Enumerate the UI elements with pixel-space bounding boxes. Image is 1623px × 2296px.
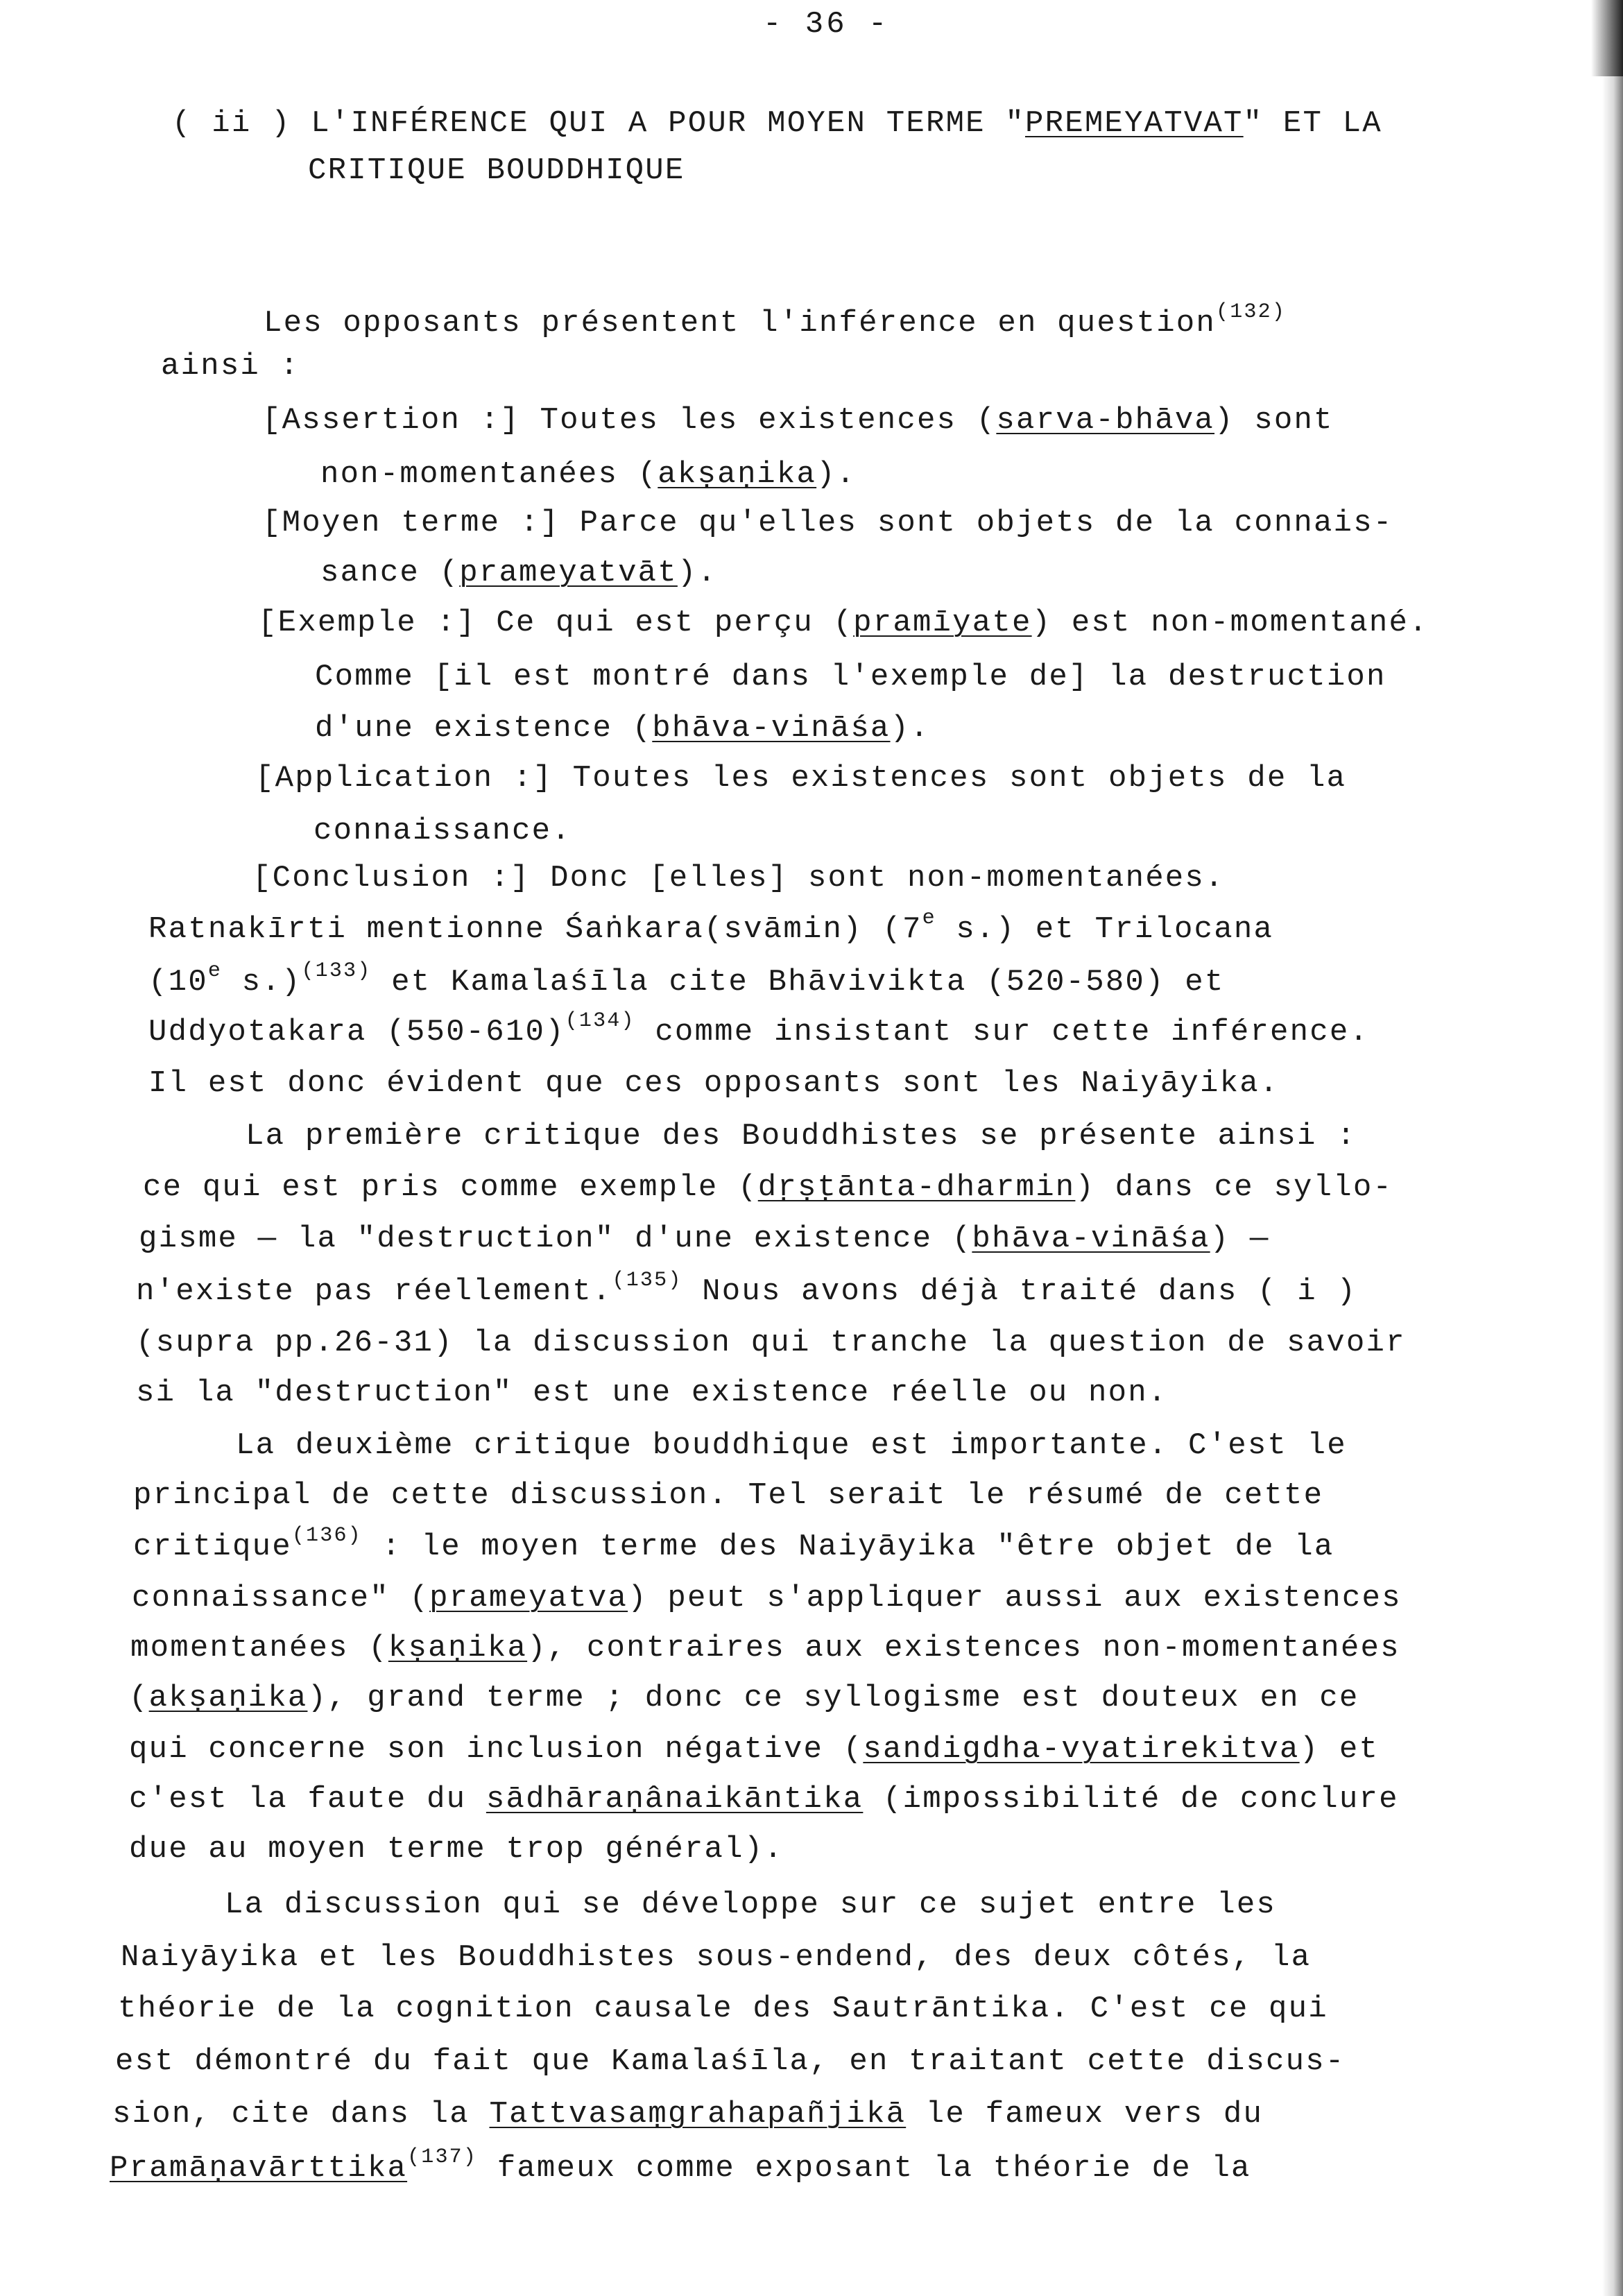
assertion-line (262, 402, 1334, 438)
p2-line-6: si la "destruction" est une existence réelle ou non. (136, 1376, 1168, 1410)
p1-century-sup: e (922, 907, 936, 930)
p1-text-3a: Uddyotakara (550-610) (148, 1015, 565, 1050)
footnote-ref-137: (137) (407, 2145, 478, 2169)
footnote-ref-135: (135) (612, 1269, 682, 1292)
middle-term-text: Parce qu'elles sont objets de la connais- (560, 506, 1393, 540)
p4-line-6 (110, 2145, 1251, 2186)
p3-text-5a: momentanées ( (130, 1631, 388, 1665)
conclusion-line (252, 860, 1225, 896)
example-term: pramīyate (853, 606, 1032, 640)
p3-text-6a: ( (129, 1681, 149, 1715)
p4-text-5a: sion, cite dans la (112, 2097, 490, 2132)
p2-line-2 (143, 1170, 1393, 1206)
p3-line-2: principal de cette discussion. Tel serait le résumé de cette (133, 1478, 1324, 1513)
p3-text-4b: ) peut s'appliquer aussi aux existences (628, 1581, 1402, 1616)
example-line (258, 605, 1429, 641)
scan-edge-shadow (1602, 0, 1623, 2296)
p1-text-1: Ratnakīrti mentionne Śaṅkara(svāmin) (7 (148, 912, 922, 947)
p2-text-4b: Nous avons déjà traité dans ( i ) (682, 1274, 1357, 1309)
example-line-3 (315, 710, 930, 746)
page-number: - 36 - (763, 7, 890, 42)
assertion-label: [Assertion :] (262, 403, 520, 438)
p3-term-2: kṣaṇika (388, 1631, 528, 1665)
p1-century-sup-2: e (207, 959, 223, 983)
p4-line-1: La discussion qui se développe sur ce sujet entre les (225, 1887, 1277, 1922)
p3-text-7b: ) et (1299, 1732, 1380, 1767)
example-end: ) est non-momentané. (1031, 606, 1429, 640)
section-title-line2: CRITIQUE BOUDDHIQUE (308, 153, 685, 188)
p2-text-4a: n'existe pas réellement. (136, 1274, 612, 1309)
p2-line-4 (136, 1269, 1357, 1310)
example-end-3: ). (890, 711, 930, 746)
p3-line-6 (129, 1680, 1359, 1716)
p3-line-8 (129, 1781, 1399, 1817)
conclusion-label: [Conclusion :] (252, 861, 531, 896)
example-text: Ce qui est perçu ( (476, 606, 854, 640)
p1-text-2c: et Kamalaśīla cite Bhāvivikta (520-580) et (371, 965, 1225, 1000)
p2-term-2: bhāva-vināśa (972, 1222, 1210, 1256)
p1-text-1b: s.) et Trilocana (936, 912, 1274, 947)
p2-text-3b: ) — (1210, 1222, 1270, 1256)
p1-line-4: Il est donc évident que ces opposants sont les Naiyāyika. (148, 1066, 1280, 1101)
p4-term-1: Tattvasaṃgrahapañjikā (489, 2097, 907, 2132)
footnote-ref-132: (132) (1216, 300, 1287, 324)
middle-term-line (262, 505, 1393, 541)
middle-term-end: ). (677, 556, 718, 590)
p2-text-2b: ) dans ce syllo- (1075, 1170, 1393, 1205)
p3-term-4: sandigdha-vyatirekitva (863, 1732, 1300, 1767)
p2-line-1: La première critique des Bouddhistes se présente ainsi : (246, 1119, 1357, 1154)
p4-line-5 (112, 2096, 1263, 2132)
assertion-term-2: akṣaṇika (658, 457, 817, 492)
section-title-suffix: " ET LA (1243, 106, 1382, 141)
p3-line-1: La deuxième critique bouddhique est importante. C'est le (236, 1428, 1347, 1463)
p1-line-1 (148, 907, 1274, 948)
p4-line-4: est démontré du fait que Kamalaśīla, en traitant cette discus- (115, 2044, 1346, 2079)
p1-line-3 (148, 1009, 1370, 1050)
assertion-term: sarva-bhāva (996, 403, 1215, 438)
p3-term-5: sādhāraṇânaikāntika (486, 1782, 864, 1817)
p4-line-2: Naiyāyika et les Bouddhistes sous-endend, des deux côtés, la (121, 1940, 1312, 1975)
scan-edge-mark (1591, 0, 1623, 76)
application-text: Toutes les existences sont objets de la (553, 761, 1347, 796)
section-title-term: PREMEYATVAT (1025, 106, 1244, 141)
p3-line-5 (130, 1630, 1400, 1666)
middle-term-label: [Moyen terme :] (262, 506, 560, 540)
p4-text-5b: le fameux vers du (906, 2097, 1264, 2132)
p3-text-7a: qui concerne son inclusion négative ( (129, 1732, 864, 1767)
example-label: [Exemple :] (258, 606, 476, 640)
example-line-2: Comme [il est montré dans l'exemple de] la destruction (315, 660, 1386, 694)
middle-term-text-2: sance ( (320, 556, 460, 590)
p2-text-2a: ce qui est pris comme exemple ( (143, 1170, 758, 1205)
p3-text-4a: connaissance" ( (132, 1581, 430, 1616)
p3-term-3: akṣaṇika (148, 1681, 308, 1715)
intro-line-1 (264, 300, 1287, 341)
assertion-end: ) sont (1214, 403, 1334, 438)
p3-line-4 (132, 1580, 1402, 1616)
p3-text-3b: : le moyen terme des Naiyāyika "être objet de la (361, 1530, 1334, 1564)
p3-text-3a: critique (133, 1530, 292, 1564)
middle-term-line-2 (320, 555, 717, 591)
p3-text-8a: c'est la faute du (129, 1782, 486, 1817)
p3-text-8b: (impossibilité de conclure (863, 1782, 1399, 1817)
p3-line-3 (133, 1524, 1334, 1565)
p1-text-3b: comme insistant sur cette inférence. (635, 1015, 1370, 1050)
p1-text-2a: (10 (148, 965, 208, 1000)
assertion-end-2: ). (816, 457, 857, 492)
p2-line-5: (supra pp.26-31) la discussion qui tranche la question de savoir (136, 1326, 1406, 1360)
section-title (172, 105, 1382, 142)
example-term-2: bhāva-vināśa (652, 711, 891, 746)
footnote-ref-133: (133) (301, 959, 372, 983)
assertion-text: Toutes les existences ( (519, 403, 997, 438)
example-text-3: d'une existence ( (315, 711, 653, 746)
footnote-ref-136: (136) (291, 1524, 362, 1548)
p3-term-1: prameyatva (429, 1581, 628, 1616)
p4-line-3: théorie de la cognition causale des Sautrāntika. C'est ce qui (118, 1991, 1328, 2026)
section-title-prefix: ( ii ) L'INFÉRENCE QUI A POUR MOYEN TERME " (172, 106, 1025, 141)
p2-term-1: dṛṣṭānta-dharmin (757, 1170, 1076, 1205)
application-label: [Application :] (255, 761, 553, 796)
intro-text: Les opposants présentent l'inférence en question (264, 306, 1217, 341)
middle-term-term: prameyatvāt (459, 556, 678, 590)
application-line-2: connaissance. (314, 814, 572, 848)
p4-text-6b: fameux comme exposant la théorie de la (477, 2151, 1251, 2186)
p2-text-3a: gisme — la "destruction" d'une existence ( (139, 1222, 972, 1256)
footnote-ref-134: (134) (565, 1009, 635, 1033)
p3-line-7 (129, 1731, 1379, 1767)
intro-line-2: ainsi : (161, 349, 300, 384)
assertion-line-2 (320, 456, 856, 492)
assertion-text-2: non-momentanées ( (320, 457, 658, 492)
p4-term-2: Pramāṇavārttika (110, 2151, 408, 2186)
p1-text-2b: s.) (222, 965, 302, 1000)
p3-text-6b: ), grand terme ; donc ce syllogisme est douteux en ce (307, 1681, 1359, 1715)
application-line (255, 760, 1346, 796)
p2-line-3 (139, 1221, 1269, 1257)
p3-text-5b: ), contraires aux existences non-momentanées (527, 1631, 1400, 1665)
p1-line-2 (148, 959, 1225, 1000)
p3-line-9: due au moyen terme trop général). (129, 1832, 784, 1867)
conclusion-text: Donc [elles] sont non-momentanées. (530, 861, 1225, 896)
